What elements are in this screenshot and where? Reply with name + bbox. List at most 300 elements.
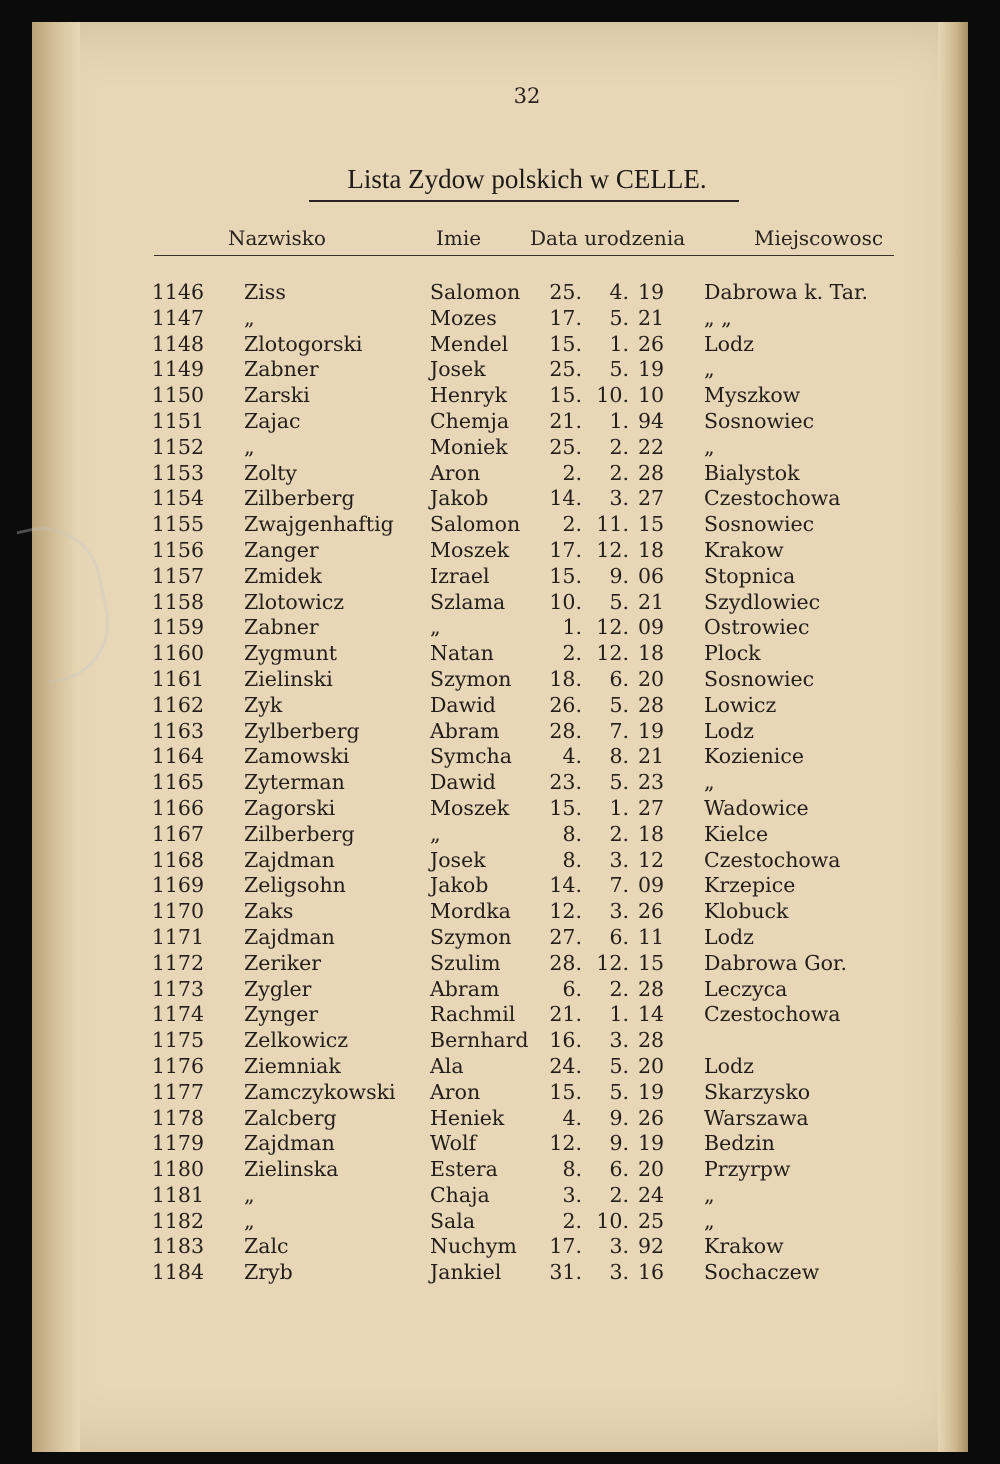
birth-year: 19 (638, 718, 665, 743)
entry-number: 1164 (151, 744, 204, 769)
first-name: Salomon (430, 280, 521, 304)
birth-year: 26 (638, 899, 665, 924)
first-name: Mozes (430, 305, 497, 330)
birth-year: 27 (638, 486, 665, 511)
first-name: Aron (430, 460, 481, 485)
birth-month: 7. (609, 873, 629, 898)
surname: „ (244, 305, 255, 330)
birth-day: 10. (549, 589, 582, 614)
table-row (32, 770, 932, 796)
table-row (32, 590, 932, 616)
table-row (32, 564, 932, 590)
place: Warszawa (704, 1105, 809, 1130)
birth-day: 17. (549, 537, 582, 562)
surname: Zalc (244, 1234, 289, 1259)
place: Krzepice (704, 873, 796, 898)
birth-month: 9. (609, 1131, 629, 1156)
place: Ostrowiec (704, 615, 810, 640)
birth-month: 12. (596, 615, 629, 640)
birth-month: 12. (596, 537, 629, 562)
birth-day: 14. (549, 873, 582, 898)
birth-year: 20 (638, 666, 665, 691)
table-row (32, 538, 932, 564)
entry-number: 1172 (151, 950, 204, 975)
surname: Zylberberg (244, 718, 360, 743)
table-row (32, 822, 932, 848)
first-name: Heniek (430, 1105, 505, 1130)
birth-year: 21 (638, 589, 665, 614)
birth-year: 21 (638, 744, 665, 769)
surname: Zamczykowski (244, 1079, 396, 1104)
table-row (32, 1234, 932, 1260)
first-name: Jakob (430, 873, 489, 898)
header-name: Nazwisko (228, 226, 326, 250)
birth-month: 5. (609, 1079, 629, 1104)
surname: „ (244, 1208, 255, 1233)
page-edge (938, 22, 968, 1452)
place: Bialystok (704, 460, 800, 485)
place: Lodz (704, 924, 754, 949)
entry-number: 1182 (151, 1208, 204, 1233)
first-name: Jankiel (430, 1260, 502, 1285)
birth-day: 21. (549, 1002, 582, 1027)
birth-month: 2. (609, 976, 629, 1001)
birth-month: 9. (609, 1105, 629, 1130)
table-row (32, 899, 932, 925)
table-row (32, 1106, 932, 1132)
birth-day: 8. (562, 1157, 582, 1182)
place: Sosnowiec (704, 512, 815, 537)
table-row (32, 796, 932, 822)
entry-number: 1162 (151, 692, 204, 717)
header-rule (154, 255, 894, 256)
surname: Zagorski (244, 795, 336, 820)
birth-year: 26 (638, 1105, 665, 1130)
first-name: Bernhard (430, 1028, 529, 1053)
table-row (32, 512, 932, 538)
birth-month: 6. (609, 924, 629, 949)
entry-number: 1161 (151, 666, 204, 691)
birth-month: 5. (609, 357, 629, 382)
first-name: Szulim (430, 950, 501, 975)
document-page (32, 22, 968, 1452)
surname: Zyk (244, 692, 283, 717)
birth-month: 1. (609, 795, 629, 820)
birth-month: 3. (609, 847, 629, 872)
entry-number: 1174 (151, 1002, 204, 1027)
birth-day: 21. (549, 408, 582, 433)
surname: Zygler (244, 976, 312, 1001)
table-row (32, 1260, 932, 1286)
birth-year: 18 (638, 821, 665, 846)
birth-day: 15. (549, 563, 582, 588)
birth-day: 8. (562, 847, 582, 872)
surname: Zanger (244, 537, 319, 562)
place: „ (704, 434, 715, 459)
table-row (32, 486, 932, 512)
birth-day: 28. (549, 718, 582, 743)
birth-year: 21 (638, 305, 665, 330)
first-name: Josek (430, 847, 486, 872)
birth-day: 18. (549, 666, 582, 691)
birth-month: 1. (609, 1002, 629, 1027)
birth-year: 15 (638, 950, 665, 975)
first-name: Chaja (430, 1182, 490, 1207)
header-place: Miejscowosc (754, 226, 884, 250)
birth-day: 25. (549, 280, 582, 304)
entry-number: 1156 (151, 537, 204, 562)
birth-year: 25 (638, 1208, 665, 1233)
place: „ (704, 357, 715, 382)
first-name: Henryk (430, 383, 508, 408)
first-name: „ (430, 615, 441, 640)
surname: Zryb (244, 1260, 293, 1285)
entry-number: 1180 (151, 1157, 204, 1182)
entry-number: 1183 (151, 1234, 204, 1259)
table-row (32, 461, 932, 487)
birth-day: 12. (549, 899, 582, 924)
first-name: Szlama (430, 589, 506, 614)
entry-number: 1152 (151, 434, 204, 459)
table-row (32, 873, 932, 899)
surname: Zilberberg (244, 821, 355, 846)
entry-number: 1147 (151, 305, 204, 330)
birth-day: 1. (562, 615, 582, 640)
birth-year: 06 (638, 563, 665, 588)
table-row (32, 719, 932, 745)
birth-month: 5. (609, 589, 629, 614)
birth-day: 14. (549, 486, 582, 511)
birth-month: 5. (609, 770, 629, 795)
birth-month: 5. (609, 1053, 629, 1078)
entry-number: 1157 (151, 563, 204, 588)
place: Plock (704, 641, 761, 666)
birth-day: 8. (562, 821, 582, 846)
table-row (32, 1209, 932, 1235)
birth-day: 25. (549, 357, 582, 382)
entry-number: 1169 (151, 873, 204, 898)
entry-number: 1179 (151, 1131, 204, 1156)
entry-number: 1184 (151, 1260, 204, 1285)
first-name: Sala (430, 1208, 476, 1233)
surname: Zeligsohn (244, 873, 346, 898)
first-name: Szymon (430, 924, 512, 949)
table-row (32, 977, 932, 1003)
surname: Zielinska (244, 1157, 339, 1182)
table-row (32, 1080, 932, 1106)
birth-month: 2. (609, 1182, 629, 1207)
place: Lodz (704, 718, 754, 743)
birth-month: 2. (609, 460, 629, 485)
birth-year: 92 (638, 1234, 665, 1259)
place: Lodz (704, 331, 754, 356)
entry-number: 1170 (151, 899, 204, 924)
table-row (32, 306, 932, 332)
entry-number: 1178 (151, 1105, 204, 1130)
birth-month: 9. (609, 563, 629, 588)
first-name: Salomon (430, 512, 521, 537)
table-row (32, 409, 932, 435)
surname: Zajdman (244, 847, 335, 872)
entry-number: 1155 (151, 512, 204, 537)
birth-year: 28 (638, 976, 665, 1001)
surname: Zajdman (244, 924, 335, 949)
first-name: Abram (430, 718, 500, 743)
first-name: „ (430, 821, 441, 846)
birth-year: 28 (638, 460, 665, 485)
title-underline (309, 200, 739, 202)
place: Kozienice (704, 744, 804, 769)
birth-month: 5. (609, 692, 629, 717)
birth-month: 2. (609, 434, 629, 459)
birth-day: 15. (549, 1079, 582, 1104)
surname: „ (244, 1182, 255, 1207)
table-row (32, 667, 932, 693)
birth-year: 28 (638, 692, 665, 717)
table-row (32, 357, 932, 383)
birth-year: 15 (638, 512, 665, 537)
birth-year: 20 (638, 1053, 665, 1078)
first-name: Dawid (430, 770, 496, 795)
surname: Zelkowicz (244, 1028, 349, 1053)
first-name: Moszek (430, 537, 510, 562)
surname: Zmidek (244, 563, 322, 588)
birth-year: 19 (638, 1079, 665, 1104)
place: Lodz (704, 1053, 754, 1078)
birth-day: 2. (562, 460, 582, 485)
birth-year: 10 (638, 383, 665, 408)
surname: Zamowski (244, 744, 350, 769)
surname: Zwajgenhaftig (244, 512, 394, 537)
birth-month: 11. (596, 512, 629, 537)
first-name: Natan (430, 641, 494, 666)
surname: Zlotogorski (244, 331, 363, 356)
surname: Zajac (244, 408, 301, 433)
birth-month: 12. (596, 641, 629, 666)
birth-month: 2. (609, 821, 629, 846)
table-row (32, 1054, 932, 1080)
birth-year: 19 (638, 1131, 665, 1156)
place: Krakow (704, 537, 784, 562)
birth-day: 6. (562, 976, 582, 1001)
surname: „ (244, 434, 255, 459)
entry-number: 1176 (151, 1053, 204, 1078)
birth-month: 8. (609, 744, 629, 769)
surname: Zabner (244, 357, 319, 382)
entry-number: 1173 (151, 976, 204, 1001)
birth-day: 15. (549, 383, 582, 408)
first-name: Estera (430, 1157, 498, 1182)
surname: Zabner (244, 615, 319, 640)
table-row (32, 848, 932, 874)
surname: Zynger (244, 1002, 319, 1027)
entry-number: 1148 (151, 331, 204, 356)
entry-number: 1159 (151, 615, 204, 640)
birth-month: 3. (609, 1260, 629, 1285)
birth-day: 24. (549, 1053, 582, 1078)
birth-month: 5. (609, 305, 629, 330)
table-row (32, 332, 932, 358)
entry-number: 1150 (151, 383, 204, 408)
table-row (32, 1028, 932, 1054)
birth-day: 17. (549, 1234, 582, 1259)
place: Wadowice (704, 795, 809, 820)
name-list (32, 280, 932, 1286)
entry-number: 1177 (151, 1079, 204, 1104)
place: „ (704, 1182, 715, 1207)
place: Czestochowa (704, 486, 841, 511)
place: „ (704, 770, 715, 795)
birth-year: 20 (638, 1157, 665, 1182)
table-row (32, 1131, 932, 1157)
birth-day: 25. (549, 434, 582, 459)
birth-month: 3. (609, 1234, 629, 1259)
surname: Zielinski (244, 666, 333, 691)
birth-year: 09 (638, 873, 665, 898)
first-name: Mordka (430, 899, 511, 924)
first-name: Ala (430, 1053, 464, 1078)
birth-month: 6. (609, 666, 629, 691)
entry-number: 1153 (151, 460, 204, 485)
birth-day: 3. (562, 1182, 582, 1207)
birth-year: 94 (638, 408, 665, 433)
birth-day: 15. (549, 331, 582, 356)
birth-year: 22 (638, 434, 665, 459)
surname: Zeriker (244, 950, 322, 975)
first-name: Rachmil (430, 1002, 516, 1027)
first-name: Jakob (430, 486, 489, 511)
place: Kielce (704, 821, 769, 846)
table-row (32, 1183, 932, 1209)
birth-day: 16. (549, 1028, 582, 1053)
entry-number: 1167 (151, 821, 204, 846)
table-row (32, 435, 932, 461)
place: Sosnowiec (704, 666, 815, 691)
place: Sosnowiec (704, 408, 815, 433)
entry-number: 1158 (151, 589, 204, 614)
birth-year: 19 (638, 280, 665, 304)
birth-month: 6. (609, 1157, 629, 1182)
place: Klobuck (704, 899, 789, 924)
first-name: Wolf (430, 1131, 477, 1156)
place: Bedzin (704, 1131, 775, 1156)
birth-year: 18 (638, 537, 665, 562)
birth-month: 7. (609, 718, 629, 743)
table-row (32, 744, 932, 770)
birth-month: 3. (609, 899, 629, 924)
birth-day: 4. (562, 1105, 582, 1130)
entry-number: 1154 (151, 486, 204, 511)
birth-year: 28 (638, 1028, 665, 1053)
birth-month: 4. (609, 280, 629, 304)
table-row (32, 280, 932, 306)
entry-number: 1146 (151, 280, 204, 304)
surname: Zyterman (244, 770, 345, 795)
place: Przyrpw (704, 1157, 791, 1182)
first-name: Izrael (430, 563, 490, 588)
place: Czestochowa (704, 847, 841, 872)
place: Myszkow (704, 383, 801, 408)
table-row (32, 951, 932, 977)
birth-day: 2. (562, 512, 582, 537)
entry-number: 1171 (151, 924, 204, 949)
entry-number: 1166 (151, 795, 204, 820)
table-row (32, 615, 932, 641)
birth-day: 17. (549, 305, 582, 330)
birth-month: 3. (609, 1028, 629, 1053)
surname: Zygmunt (244, 641, 338, 666)
birth-month: 1. (609, 331, 629, 356)
first-name: Moszek (430, 795, 510, 820)
place: Skarzysko (704, 1079, 811, 1104)
table-row (32, 693, 932, 719)
header-birth-date: Data urodzenia (530, 226, 686, 250)
first-name: Dawid (430, 692, 496, 717)
place: Lowicz (704, 692, 777, 717)
place: Leczyca (704, 976, 788, 1001)
birth-day: 2. (562, 1208, 582, 1233)
birth-year: 24 (638, 1182, 665, 1207)
birth-year: 16 (638, 1260, 665, 1285)
entry-number: 1181 (151, 1182, 204, 1207)
table-row (32, 925, 932, 951)
entry-number: 1151 (151, 408, 204, 433)
birth-day: 28. (549, 950, 582, 975)
table-row (32, 1002, 932, 1028)
surname: Zaks (244, 899, 294, 924)
place: „ (704, 1208, 715, 1233)
surname: Ziss (244, 280, 286, 304)
first-name: Chemja (430, 408, 510, 433)
birth-day: 12. (549, 1131, 582, 1156)
birth-day: 15. (549, 795, 582, 820)
surname: Zolty (244, 460, 297, 485)
entry-number: 1175 (151, 1028, 204, 1053)
birth-year: 14 (638, 1002, 665, 1027)
page-title: Lista Zydow polskich w CELLE. (347, 164, 707, 194)
birth-day: 26. (549, 692, 582, 717)
birth-day: 31. (549, 1260, 582, 1285)
birth-day: 27. (549, 924, 582, 949)
place: „ „ (704, 305, 732, 330)
surname: Zilberberg (244, 486, 355, 511)
place: Szydlowiec (704, 589, 821, 614)
place: Czestochowa (704, 1002, 841, 1027)
place: Krakow (704, 1234, 784, 1259)
birth-month: 10. (596, 1208, 629, 1233)
first-name: Nuchym (430, 1234, 517, 1259)
first-name: Mendel (430, 331, 509, 356)
birth-year: 09 (638, 615, 665, 640)
entry-number: 1168 (151, 847, 204, 872)
first-name: Abram (430, 976, 500, 1001)
birth-year: 26 (638, 331, 665, 356)
birth-month: 10. (596, 383, 629, 408)
place: Sochaczew (704, 1260, 820, 1285)
birth-year: 11 (638, 924, 665, 949)
place: Stopnica (704, 563, 796, 588)
header-first-name: Imie (436, 226, 482, 250)
first-name: Symcha (430, 744, 512, 769)
page-number: 32 (513, 84, 541, 108)
entry-number: 1163 (151, 718, 204, 743)
first-name: Josek (430, 357, 486, 382)
first-name: Aron (430, 1079, 481, 1104)
birth-day: 4. (562, 744, 582, 769)
entry-number: 1165 (151, 770, 204, 795)
place: Dabrowa Gor. (704, 950, 847, 975)
birth-month: 12. (596, 950, 629, 975)
